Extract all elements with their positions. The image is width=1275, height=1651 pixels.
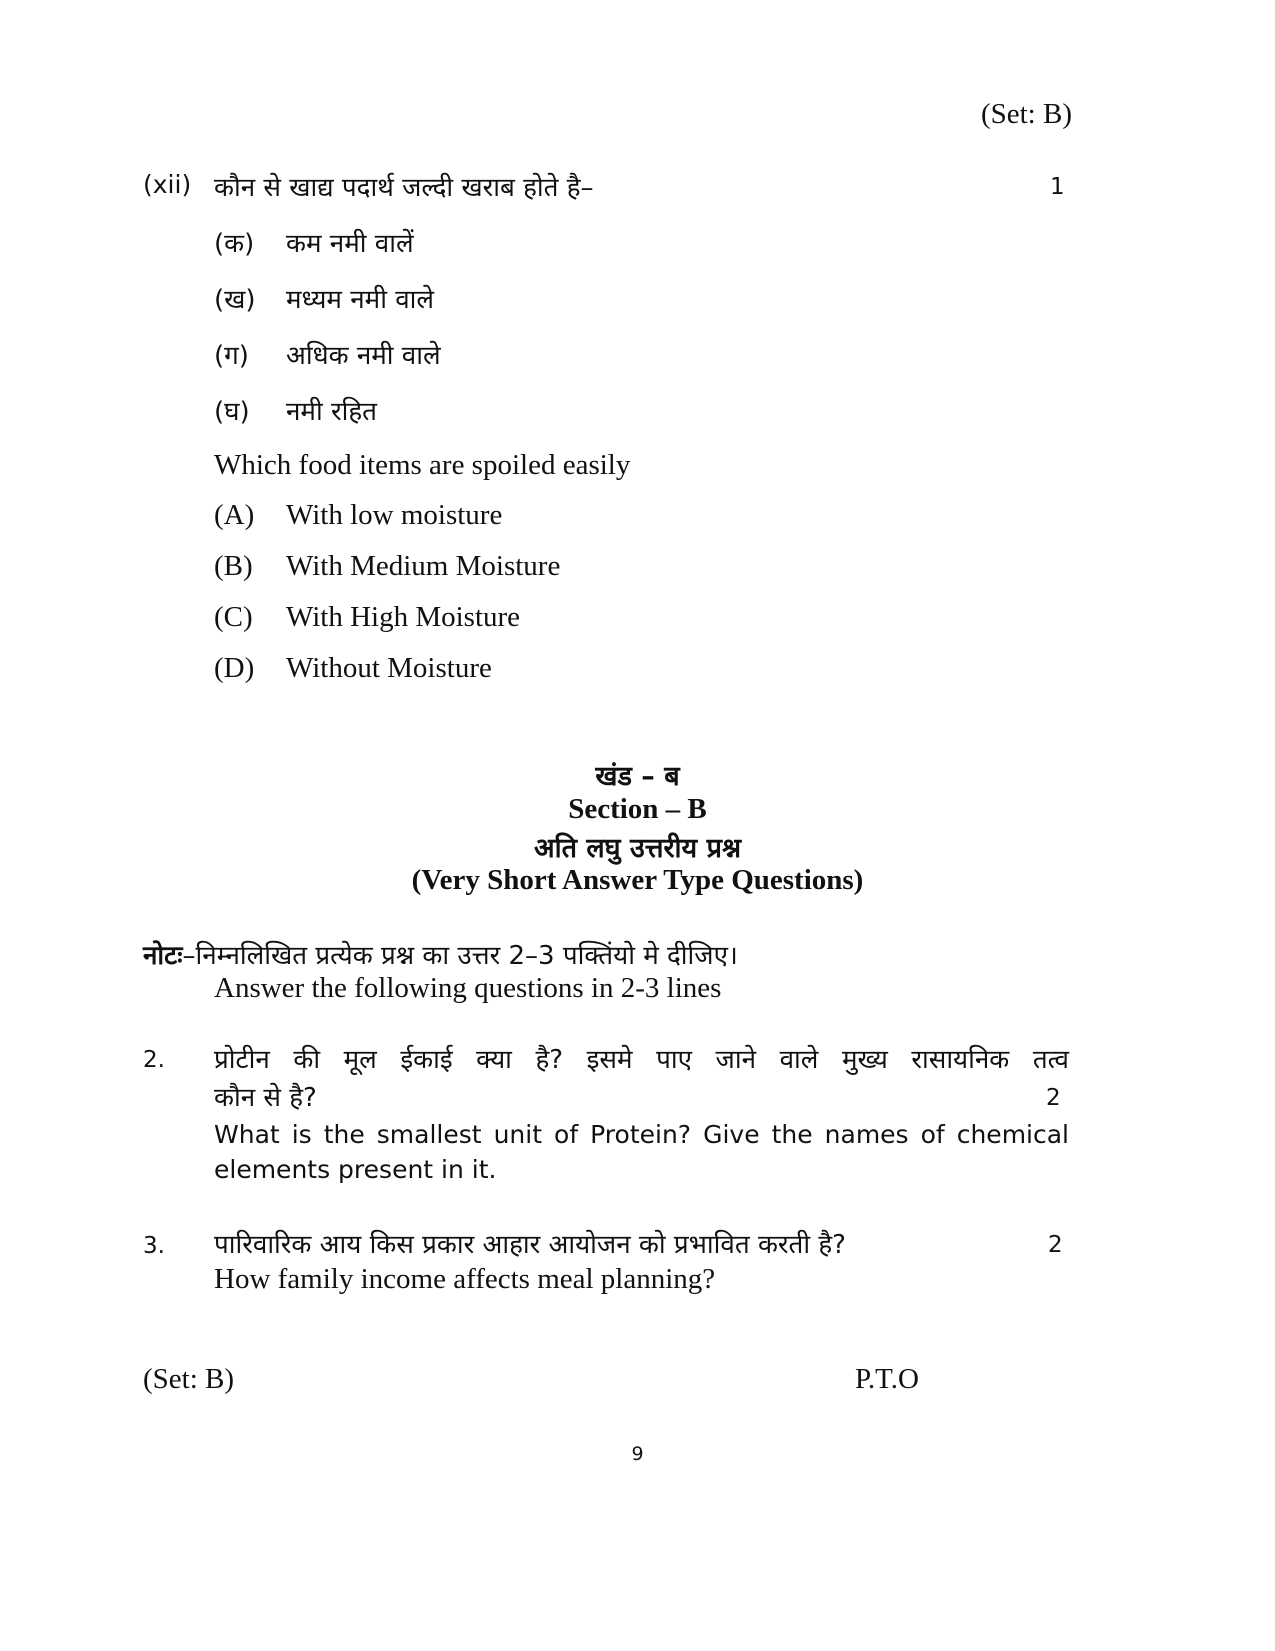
section-subtitle-hi: अति लघु उत्तरीय प्रश्न	[533, 833, 742, 864]
section-subtitle-en: (Very Short Answer Type Questions)	[411, 864, 864, 896]
question-text-hi: पारिवारिक आय किस प्रकार आहार आयोजन को प्रभावित करती है?	[214, 1230, 846, 1260]
option-en-d: (D) Without Moisture	[214, 652, 492, 684]
question-text-en-line1: What is the smallest unit of Protein? Give the names of chemical	[214, 1120, 1069, 1149]
note-label: नोटः	[143, 941, 183, 971]
option-en-c: (C) With High Moisture	[214, 601, 521, 633]
option-hi-ga: (ग) अधिक नमी वाले	[214, 341, 441, 371]
pto-label: P.T.O	[855, 1363, 919, 1395]
note-text-hi: –निम्नलिखित प्रत्येक प्रश्न का उत्तर 2–3 पक्तिंयो मे दीजिए।	[182, 941, 738, 971]
note-hi	[143, 936, 738, 972]
question-marks: 2	[1048, 1232, 1063, 1258]
section-title-en: Section – B	[568, 793, 707, 825]
note-text-en: Answer the following questions in 2-3 lines	[214, 972, 722, 1004]
question-text-hi: कौन से खाद्य पदार्थ जल्दी खराब होते है–	[214, 173, 594, 203]
question-text-hi-line1: प्रोटीन की मूल ईकाई क्या है? इसमे पाए जाने वाले मुख्य रासायनिक तत्व	[214, 1045, 1069, 1075]
question-marks: 2	[1046, 1085, 1061, 1111]
question-number: 2.	[143, 1047, 165, 1073]
set-label-footer: (Set: B)	[143, 1363, 235, 1395]
section-title-hi: खंड – ब	[595, 761, 680, 792]
question-number: (xii)	[143, 170, 192, 199]
option-en-b: (B) With Medium Moisture	[214, 550, 561, 582]
question-number: 3.	[143, 1233, 165, 1259]
question-text-en: Which food items are spoiled easily	[214, 449, 631, 481]
page-number: 9	[631, 1443, 644, 1465]
option-hi-gha: (घ) नमी रहित	[214, 397, 377, 427]
set-label-header: (Set: B)	[980, 98, 1072, 130]
question-marks: 1	[1050, 174, 1065, 200]
question-text-en-line2: elements present in it.	[214, 1155, 497, 1184]
option-hi-ka: (क) कम नमी वालें	[214, 229, 414, 259]
question-text-hi-line2: कौन से है?	[214, 1083, 317, 1113]
option-en-a: (A) With low moisture	[214, 499, 503, 531]
option-hi-kha: (ख) मध्यम नमी वाले	[214, 285, 435, 315]
question-text-en: How family income affects meal planning?	[214, 1263, 716, 1295]
